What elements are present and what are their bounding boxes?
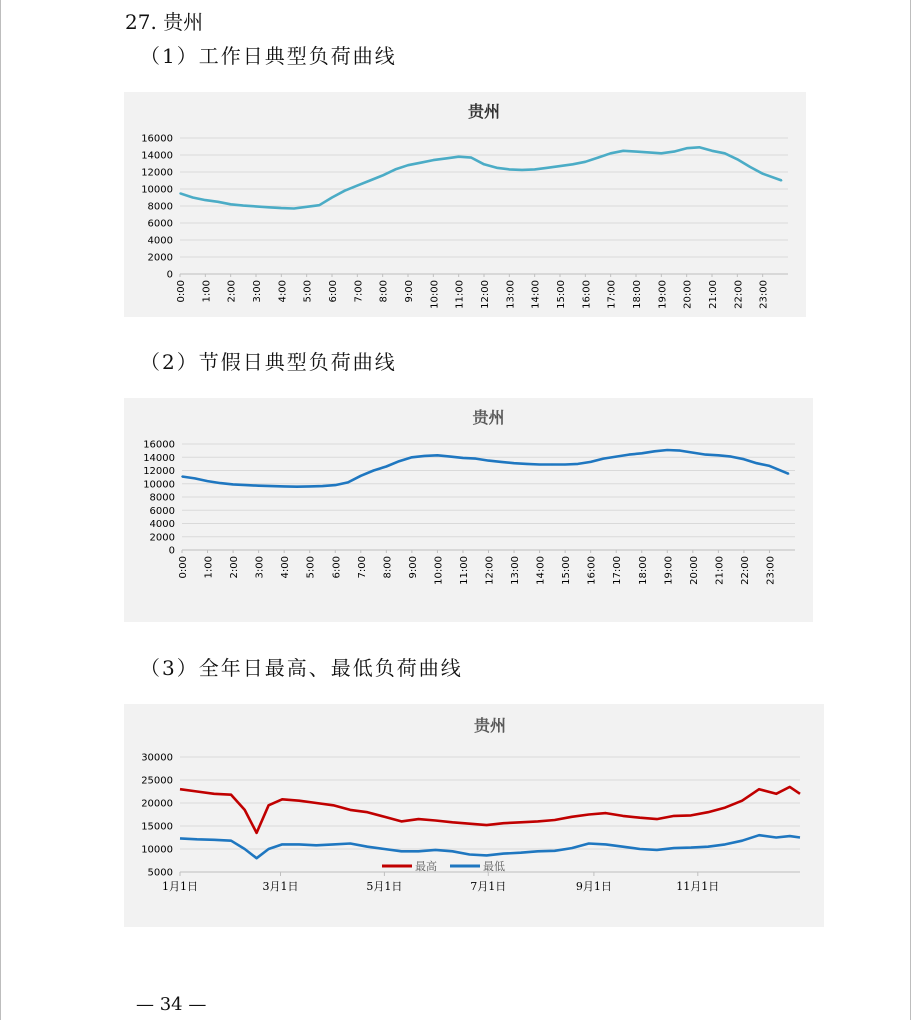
chart-annual-svg [124,704,824,927]
x-tick-label: 9:00 [404,280,415,303]
y-tick-label: 8000 [149,492,175,504]
data-point [449,456,451,458]
data-point [724,153,726,155]
y-tick-label: 20000 [141,798,173,810]
data-point [526,463,528,465]
x-tick-label: 8:00 [378,280,390,303]
x-tick-label: 4:00 [277,280,289,303]
data-point [699,147,701,149]
data-point [572,164,574,166]
page-number: — 34 — [136,994,207,1015]
data-point [762,173,764,175]
chart-annual [124,704,824,927]
x-tick-label: 11:00 [458,556,470,585]
y-tick-label: 10000 [143,479,175,491]
y-tick-label: 2000 [149,532,175,544]
x-tick-label: 22:00 [733,280,745,309]
legend-label: 最低 [483,860,505,873]
x-tick-label: 23:00 [758,280,770,309]
data-point [306,206,308,208]
data-point [192,197,194,199]
y-tick-label: 14000 [141,150,173,162]
x-tick-label: 5:00 [302,280,314,303]
x-tick-label: 11月1日 [676,880,720,893]
x-tick-label: 12:00 [484,556,496,585]
x-tick-label: 0:00 [178,556,189,579]
data-point [407,164,409,166]
x-tick-label: 3:00 [254,556,266,579]
y-tick-label: 16000 [143,439,175,451]
y-tick-label: 8000 [147,201,173,213]
data-point [577,463,579,465]
y-tick-label: 10000 [141,184,173,196]
data-point [220,482,222,484]
x-tick-label: 19:00 [663,556,675,585]
chart-workday-svg [124,92,806,317]
data-point [230,204,232,206]
y-tick-label: 0 [168,545,175,557]
data-point [232,484,234,486]
data-point [559,165,561,167]
x-tick-label: 19:00 [657,280,669,309]
x-tick-label: 17:00 [612,556,624,585]
y-tick-label: 14000 [143,452,175,464]
x-tick-label: 3:00 [252,280,263,303]
y-tick-label: 0 [166,269,173,281]
x-tick-label: 10:00 [429,280,441,309]
page-border-left [0,0,1,1020]
x-tick-label: 4:00 [280,556,292,579]
y-tick-label: 10000 [141,844,173,856]
data-point [743,458,745,460]
x-tick-label: 18:00 [637,556,649,585]
data-point [603,458,605,460]
y-tick-label: 15000 [141,821,173,833]
x-tick-label: 6:00 [328,280,339,303]
y-tick-label: 30000 [141,752,173,764]
y-tick-label: 16000 [141,133,173,145]
x-tick-label: 17:00 [606,279,618,309]
chart-workday [124,92,806,317]
data-point [547,167,549,169]
x-tick-label: 6:00 [331,556,343,579]
subtitle-holiday: （2）节假日典型负荷曲线 [140,350,397,374]
data-point [360,475,362,477]
data-point [496,167,498,169]
data-point [635,151,637,153]
data-point [462,457,464,459]
data-point [471,157,473,159]
data-point [788,473,790,475]
data-point [207,480,209,482]
data-point [245,484,247,486]
data-point [623,150,625,152]
x-tick-label: 23:00 [765,556,777,585]
series-line-min [180,835,800,858]
x-tick-label: 21:00 [714,556,726,585]
x-tick-label: 7:00 [353,280,365,303]
data-point [500,461,502,463]
data-point [255,206,257,208]
data-point [552,464,554,466]
data-point [334,484,336,486]
chart-title: 贵州 [472,408,505,427]
data-point [718,454,720,456]
x-tick-label: 12:00 [480,280,491,309]
data-point [373,470,375,472]
data-point [420,162,422,164]
chart-title: 贵州 [467,102,501,121]
y-tick-label: 25000 [141,775,173,787]
chart-title: 贵州 [473,716,507,735]
data-point [749,166,751,168]
data-point [283,486,285,488]
x-tick-label: 7:00 [356,556,368,579]
data-point [344,190,346,192]
data-point [521,169,523,171]
data-point [610,153,612,155]
x-tick-label: 2:00 [226,280,238,303]
data-point [692,452,694,454]
x-tick-label: 16:00 [581,280,593,309]
data-point [369,180,371,182]
data-point [281,207,283,209]
x-tick-label: 10:00 [433,556,445,585]
data-point [331,197,333,199]
data-point [539,464,541,466]
data-point [615,456,617,458]
x-tick-label: 9:00 [407,556,419,579]
y-tick-label: 4000 [149,519,175,530]
data-point [686,147,688,149]
data-point [730,456,732,458]
data-point [258,485,260,487]
data-point [181,476,183,478]
data-point [711,150,713,152]
data-point [424,455,426,457]
data-point [590,461,592,463]
x-tick-label: 7月1日 [470,880,507,893]
y-tick-label: 12000 [143,466,175,477]
data-point [433,159,435,161]
x-tick-label: 1月1日 [162,880,198,893]
y-tick-label: 12000 [141,167,173,179]
data-point [666,449,668,451]
x-tick-label: 18:00 [632,280,643,309]
x-tick-label: 13:00 [505,280,517,309]
data-point [386,466,388,468]
data-point [534,169,536,171]
data-point [458,156,460,158]
data-point [357,185,359,187]
data-point [268,206,270,208]
y-tick-label: 6000 [147,218,173,230]
data-point [483,164,485,166]
x-tick-label: 3月1日 [262,880,299,893]
y-tick-label: 5000 [147,867,173,879]
x-tick-label: 14:00 [530,280,542,309]
x-tick-label: 9月1日 [575,880,612,893]
data-point [654,450,656,452]
data-point [309,486,311,488]
subtitle-workday: （1）工作日典型负荷曲线 [140,44,397,68]
data-point [382,175,384,177]
data-point [395,169,397,171]
data-point [756,462,758,464]
data-point [319,204,321,206]
data-point [271,485,273,487]
data-point [597,157,599,159]
data-point [445,158,447,160]
data-point [347,482,349,484]
x-tick-label: 15:00 [561,556,573,585]
x-tick-label: 5月1日 [366,880,403,893]
chart-holiday-svg [124,398,813,622]
data-point [737,158,739,160]
data-point [641,452,643,454]
data-point [585,161,587,163]
section-title: 27. 贵州 [125,10,204,34]
x-tick-label: 22:00 [739,556,751,585]
subtitle-annual: （3）全年日最高、最低负荷曲线 [140,656,463,680]
data-point [398,460,400,462]
data-point [564,464,566,466]
y-tick-label: 6000 [149,505,175,517]
data-point [322,485,324,487]
x-tick-label: 14:00 [535,556,547,585]
data-point [781,180,783,182]
x-tick-label: 15:00 [556,280,567,309]
x-tick-label: 13:00 [510,556,522,585]
data-point [205,199,207,201]
x-tick-label: 11:00 [454,280,466,309]
data-point [661,153,663,155]
data-point [679,450,681,452]
x-tick-label: 20:00 [682,280,694,309]
data-point [509,169,511,171]
data-point [673,151,675,153]
x-tick-label: 20:00 [688,556,700,585]
data-point [769,465,771,467]
series-line [182,450,789,487]
data-point [628,454,630,456]
data-point [296,486,298,488]
data-point [437,454,439,456]
y-tick-label: 2000 [147,252,173,264]
data-point [488,460,490,462]
data-point [411,456,413,458]
data-point [475,458,477,460]
data-point [513,462,515,464]
data-point [194,478,196,480]
x-tick-label: 21:00 [708,280,719,309]
x-tick-label: 1:00 [203,556,215,579]
data-point [648,152,650,154]
x-tick-label: 1:00 [201,280,213,303]
legend-label: 最高 [415,860,437,873]
data-point [705,454,707,456]
chart-holiday [124,398,813,622]
series-line [180,147,782,208]
x-tick-label: 5:00 [305,556,317,579]
x-tick-label: 2:00 [229,556,241,579]
y-tick-label: 4000 [147,235,173,247]
data-point [293,208,295,210]
data-point [217,201,219,203]
x-tick-label: 0:00 [176,280,187,303]
x-tick-label: 8:00 [382,556,394,579]
data-point [179,192,181,194]
data-point [243,205,245,207]
x-tick-label: 16:00 [586,556,598,585]
